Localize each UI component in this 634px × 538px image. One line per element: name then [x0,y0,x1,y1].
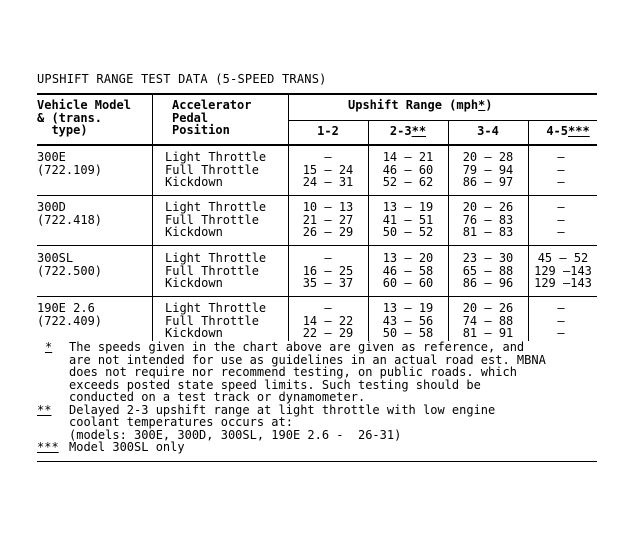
footnote-text: The speeds given in the chart above are given as reference, and are not intended for use as guidelines in an actual road est. MBNA does not require nor recommend testing, on public roads. which exceeds posted state speed limits. Such testing should be conducted on a test track or dynamometer. [69,340,546,404]
footnote [37,341,597,404]
row-pedal-positions: Light Throttle Full Throttle Kickdown [165,150,267,189]
cell-3-4: 20 – 26 76 – 83 81 – 83 [462,200,514,239]
document-title: UPSHIFT RANGE TEST DATA (5-SPEED TRANS) [37,72,327,86]
footnotes [37,341,597,454]
header-col-1-2: 1-2 [317,124,339,138]
row-model: 300SL (722.500) [37,251,103,278]
row-divider [37,195,597,196]
cell-4-5: – – – [557,150,565,189]
subheader-rule [288,120,597,121]
cell-1-2: – 16 – 25 35 – 37 [302,251,354,290]
header-accelerator-pedal: Accelerator Pedal Position [172,98,252,137]
row-model: 190E 2.6 (722.409) [37,301,103,328]
header-col-4-5: 4-5*** [546,124,590,138]
header-col-3-4: 3-4 [477,124,499,138]
footnote [37,404,597,442]
footnote-text: Model 300SL only [69,440,185,454]
header-bottom-rule [37,144,597,146]
table-top-rule [37,93,597,95]
header-vehicle-model: Vehicle Model & (trans. type) [37,98,131,137]
cell-4-5: – – – [557,301,565,340]
cell-1-2: – 15 – 24 24 – 31 [302,150,354,189]
cell-2-3: 13 – 19 41 – 51 50 – 52 [382,200,434,239]
row-model: 300D (722.418) [37,200,103,227]
cell-1-2: – 14 – 22 22 – 29 [302,301,354,340]
footnote-mark: ** [37,402,52,417]
cell-2-3: 13 – 20 46 – 58 60 – 60 [382,251,434,290]
cell-4-5: 45 – 52 129 –143 129 –143 [534,251,592,290]
footnote-mark: *** [37,440,59,454]
footnote [37,441,597,454]
cell-2-3: 13 – 19 43 – 56 50 – 58 [382,301,434,340]
row-pedal-positions: Light Throttle Full Throttle Kickdown [165,251,267,290]
row-pedal-positions: Light Throttle Full Throttle Kickdown [165,301,267,340]
cell-3-4: 23 – 30 65 – 88 86 – 96 [462,251,514,290]
table-bottom-rule [37,461,597,462]
row-model: 300E (722.109) [37,150,103,177]
footnote-text: Delayed 2-3 upshift range at light throttle with low engine coolant temperatures occurs at: (models: 300E, 300D, 300SL, 190E 2.6 - 26-31) [69,402,496,442]
row-divider [37,245,597,246]
row-pedal-positions: Light Throttle Full Throttle Kickdown [165,200,267,239]
column-divider [152,94,153,341]
header-col-2-3: 2-3** [389,124,427,138]
cell-3-4: 20 – 28 79 – 94 86 – 97 [462,150,514,189]
header-upshift-range: Upshift Range (mph*) [348,98,493,112]
row-divider [37,296,597,297]
footnote-mark: * [45,340,53,354]
cell-3-4: 20 – 26 74 – 88 81 – 91 [462,301,514,340]
cell-1-2: 10 – 13 21 – 27 26 – 29 [302,200,354,239]
cell-2-3: 14 – 21 46 – 60 52 – 62 [382,150,434,189]
cell-4-5: – – – [557,200,565,239]
